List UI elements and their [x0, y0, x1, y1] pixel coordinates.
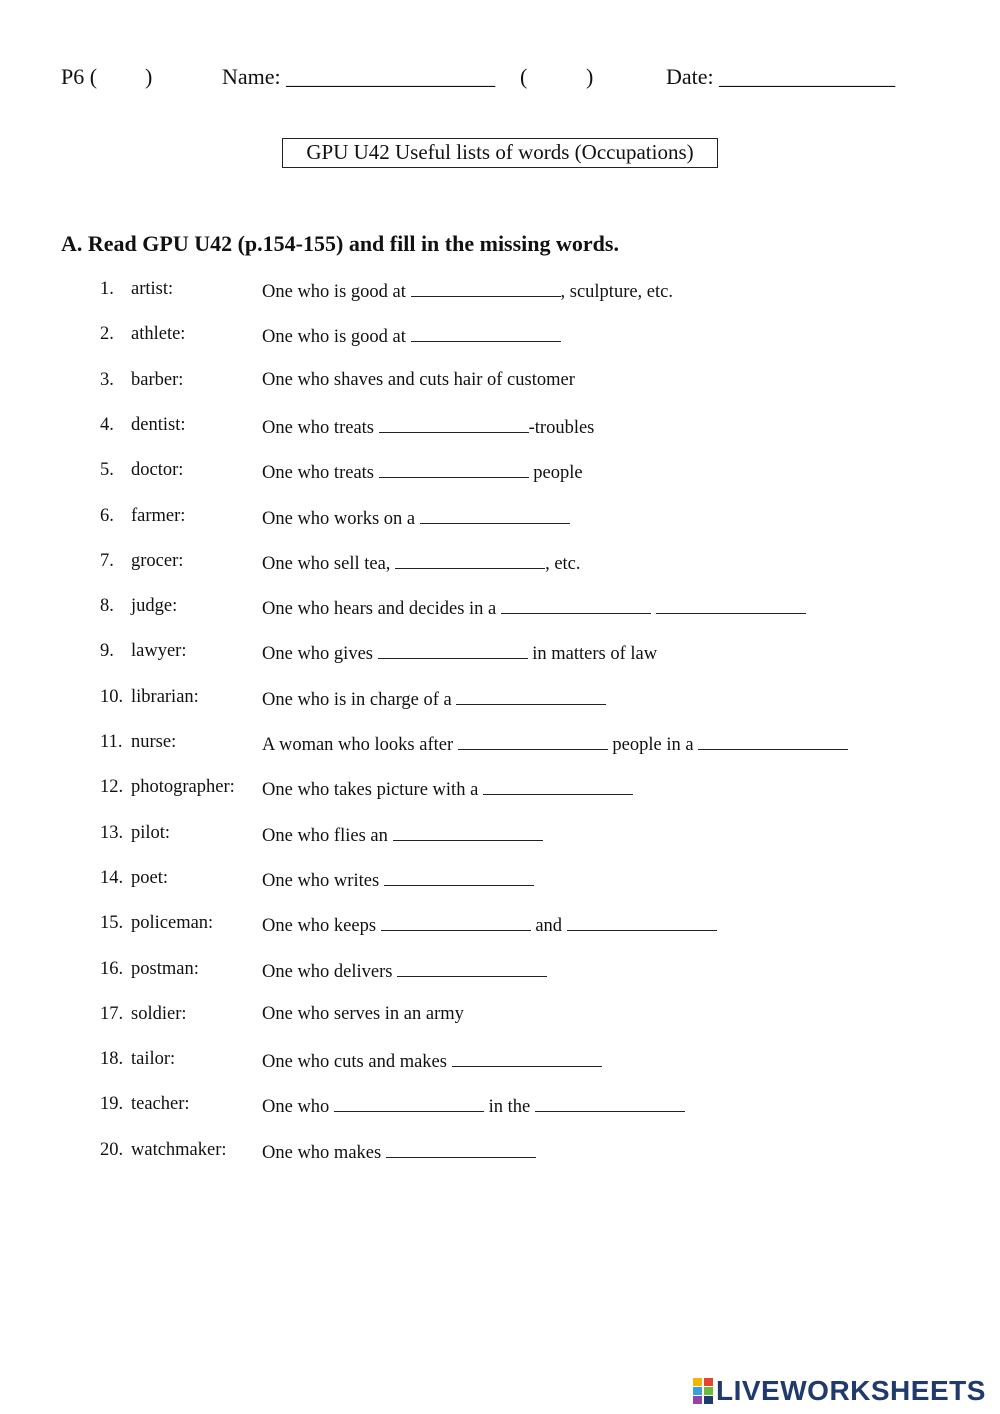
- list-item: [0, 324, 1000, 350]
- item-number: 14.: [100, 867, 124, 888]
- item-word: artist:: [131, 279, 174, 299]
- definition-text: One who writes: [262, 870, 384, 891]
- answer-blank[interactable]: [420, 506, 570, 524]
- answer-blank[interactable]: [656, 596, 806, 614]
- item-number: 5.: [100, 460, 114, 481]
- item-number: 8.: [100, 596, 114, 617]
- definition-text: One who keeps: [262, 916, 381, 937]
- item-definition: [262, 370, 575, 391]
- number-open: (: [520, 64, 528, 89]
- list-item: [0, 777, 1000, 803]
- item-definition: [262, 959, 547, 983]
- item-word: dentist:: [131, 414, 186, 435]
- item-number: 16.: [100, 958, 124, 979]
- item-definition: [262, 913, 717, 937]
- item-word: grocer:: [131, 550, 184, 571]
- list-item: [0, 1094, 1000, 1120]
- definition-text: One who gives: [262, 644, 378, 665]
- logo-blocks-icon: [693, 1378, 713, 1404]
- worksheet-title: GPU U42 Useful lists of words (Occupations): [282, 138, 718, 168]
- definition-text: people: [528, 463, 583, 484]
- list-item: [0, 596, 1000, 622]
- item-definition: [262, 1004, 464, 1025]
- definition-text: One who takes picture with a: [262, 780, 483, 801]
- list-item: [0, 913, 1000, 939]
- item-number: 11.: [100, 732, 123, 752]
- item-definition: [262, 1140, 536, 1164]
- answer-blank[interactable]: [483, 777, 633, 795]
- item-definition: [262, 415, 594, 439]
- definition-text: One who flies an: [262, 825, 393, 846]
- item-number: 17.: [100, 1003, 124, 1024]
- item-definition: [262, 1094, 685, 1118]
- item-word: barber:: [131, 369, 184, 390]
- answer-blank[interactable]: [379, 415, 529, 433]
- section-a-heading: A. Read GPU U42 (p.154-155) and fill in the missing words.: [61, 231, 619, 256]
- item-number: 4.: [100, 414, 114, 435]
- answer-blank[interactable]: [334, 1094, 484, 1112]
- item-number: 18.: [100, 1049, 124, 1070]
- item-word: athlete:: [131, 324, 186, 345]
- list-item: [0, 279, 1000, 305]
- list-item: [0, 551, 1000, 577]
- item-number: 9.: [100, 641, 114, 662]
- definition-text: One who treats: [262, 417, 379, 438]
- definition-text: One who delivers: [262, 961, 398, 982]
- answer-blank[interactable]: [411, 324, 561, 342]
- list-item: [0, 1140, 1000, 1166]
- answer-blank[interactable]: [452, 1049, 602, 1067]
- number-close: ): [586, 64, 594, 89]
- list-item: [0, 370, 1000, 396]
- item-number: 7.: [100, 550, 114, 571]
- item-word: photographer:: [131, 777, 235, 798]
- definition-text: One who works on a: [262, 508, 420, 529]
- list-item: [0, 732, 1000, 758]
- item-definition: [262, 641, 657, 665]
- item-definition: [262, 823, 543, 847]
- answer-blank[interactable]: [379, 460, 529, 478]
- item-definition: [262, 279, 673, 303]
- item-definition: [262, 551, 581, 575]
- list-item: [0, 415, 1000, 441]
- item-number: 15.: [100, 913, 124, 934]
- item-definition: [262, 687, 606, 711]
- item-number: 10.: [100, 686, 124, 707]
- item-word: soldier:: [131, 1003, 187, 1024]
- item-number: 3.: [100, 369, 114, 390]
- definition-text: -troubles: [528, 417, 595, 438]
- item-definition: [262, 868, 534, 892]
- definition-text: , sculpture, etc.: [560, 282, 673, 302]
- item-number: 20.: [100, 1139, 124, 1160]
- definition-text: One who is good at: [262, 282, 411, 302]
- definition-text: One who treats: [262, 463, 379, 484]
- answer-blank[interactable]: [384, 868, 534, 886]
- definition-text: One who serves in an army: [262, 1003, 464, 1024]
- logo-text: LIVEWORKSHEETS: [716, 1375, 986, 1406]
- item-number: 6.: [100, 505, 114, 526]
- answer-blank[interactable]: [386, 1140, 536, 1158]
- definition-text: One who cuts and makes: [262, 1052, 452, 1073]
- item-number: 19.: [100, 1094, 124, 1115]
- item-number: 13.: [100, 822, 124, 843]
- definition-text: people in a: [607, 735, 699, 755]
- class-label: P6 (: [61, 64, 98, 89]
- answer-blank[interactable]: [381, 913, 531, 931]
- item-word: judge:: [131, 596, 178, 617]
- item-word: lawyer:: [131, 641, 187, 662]
- list-item: [0, 959, 1000, 985]
- item-word: poet:: [131, 867, 168, 888]
- item-number: 1.: [100, 279, 114, 299]
- date-field[interactable]: Date: ________________: [666, 64, 896, 89]
- item-word: librarian:: [131, 686, 199, 707]
- header-row: [0, 64, 1000, 94]
- item-definition: [262, 506, 570, 530]
- item-definition: [262, 460, 583, 484]
- list-item: [0, 1004, 1000, 1030]
- class-close: ): [145, 64, 153, 89]
- answer-blank[interactable]: [698, 732, 848, 750]
- definition-text: One who makes: [262, 1142, 386, 1163]
- liveworksheets-logo: [693, 1376, 986, 1406]
- list-item: [0, 1049, 1000, 1075]
- definition-text: One who hears and decides in a: [262, 599, 501, 620]
- item-number: 12.: [100, 777, 124, 798]
- answer-blank[interactable]: [456, 687, 606, 705]
- answer-blank[interactable]: [458, 732, 608, 750]
- definition-text: One who is in charge of a: [262, 689, 457, 710]
- item-word: pilot:: [131, 822, 171, 843]
- answer-blank[interactable]: [567, 913, 717, 931]
- list-item: [0, 823, 1000, 849]
- item-word: tailor:: [131, 1049, 176, 1070]
- definition-text: One who is good at: [262, 327, 411, 348]
- item-definition: [262, 324, 561, 348]
- item-definition: [262, 596, 806, 620]
- name-field[interactable]: Name: ___________________: [222, 64, 496, 89]
- item-word: watchmaker:: [131, 1139, 227, 1160]
- answer-blank[interactable]: [411, 279, 561, 297]
- item-word: farmer:: [131, 505, 186, 526]
- item-word: postman:: [131, 958, 199, 979]
- answer-blank[interactable]: [397, 959, 547, 977]
- item-definition: [262, 732, 848, 756]
- definition-text: and: [530, 916, 567, 937]
- item-word: doctor:: [131, 460, 184, 481]
- list-item: [0, 687, 1000, 713]
- answer-blank[interactable]: [393, 823, 543, 841]
- definition-text: in the: [483, 1097, 535, 1118]
- definition-text: One who: [262, 1097, 334, 1118]
- definition-text: in matters of law: [527, 644, 658, 665]
- definition-text: One who sell tea,: [262, 553, 396, 574]
- list-item: [0, 868, 1000, 894]
- answer-blank[interactable]: [378, 641, 528, 659]
- answer-blank[interactable]: [535, 1094, 685, 1112]
- list-item: [0, 641, 1000, 667]
- answer-blank[interactable]: [501, 596, 651, 614]
- item-word: policeman:: [131, 913, 214, 934]
- item-number: 2.: [100, 324, 114, 345]
- item-definition: [262, 1049, 602, 1073]
- list-item: [0, 506, 1000, 532]
- definition-text: One who shaves and cuts hair of customer: [262, 369, 575, 390]
- item-word: teacher:: [131, 1094, 190, 1115]
- item-definition: [262, 777, 633, 801]
- item-word: nurse:: [131, 732, 177, 752]
- list-item: [0, 460, 1000, 486]
- answer-blank[interactable]: [395, 551, 545, 569]
- definition-text: A woman who looks after: [262, 735, 458, 755]
- definition-text: , etc.: [545, 553, 581, 574]
